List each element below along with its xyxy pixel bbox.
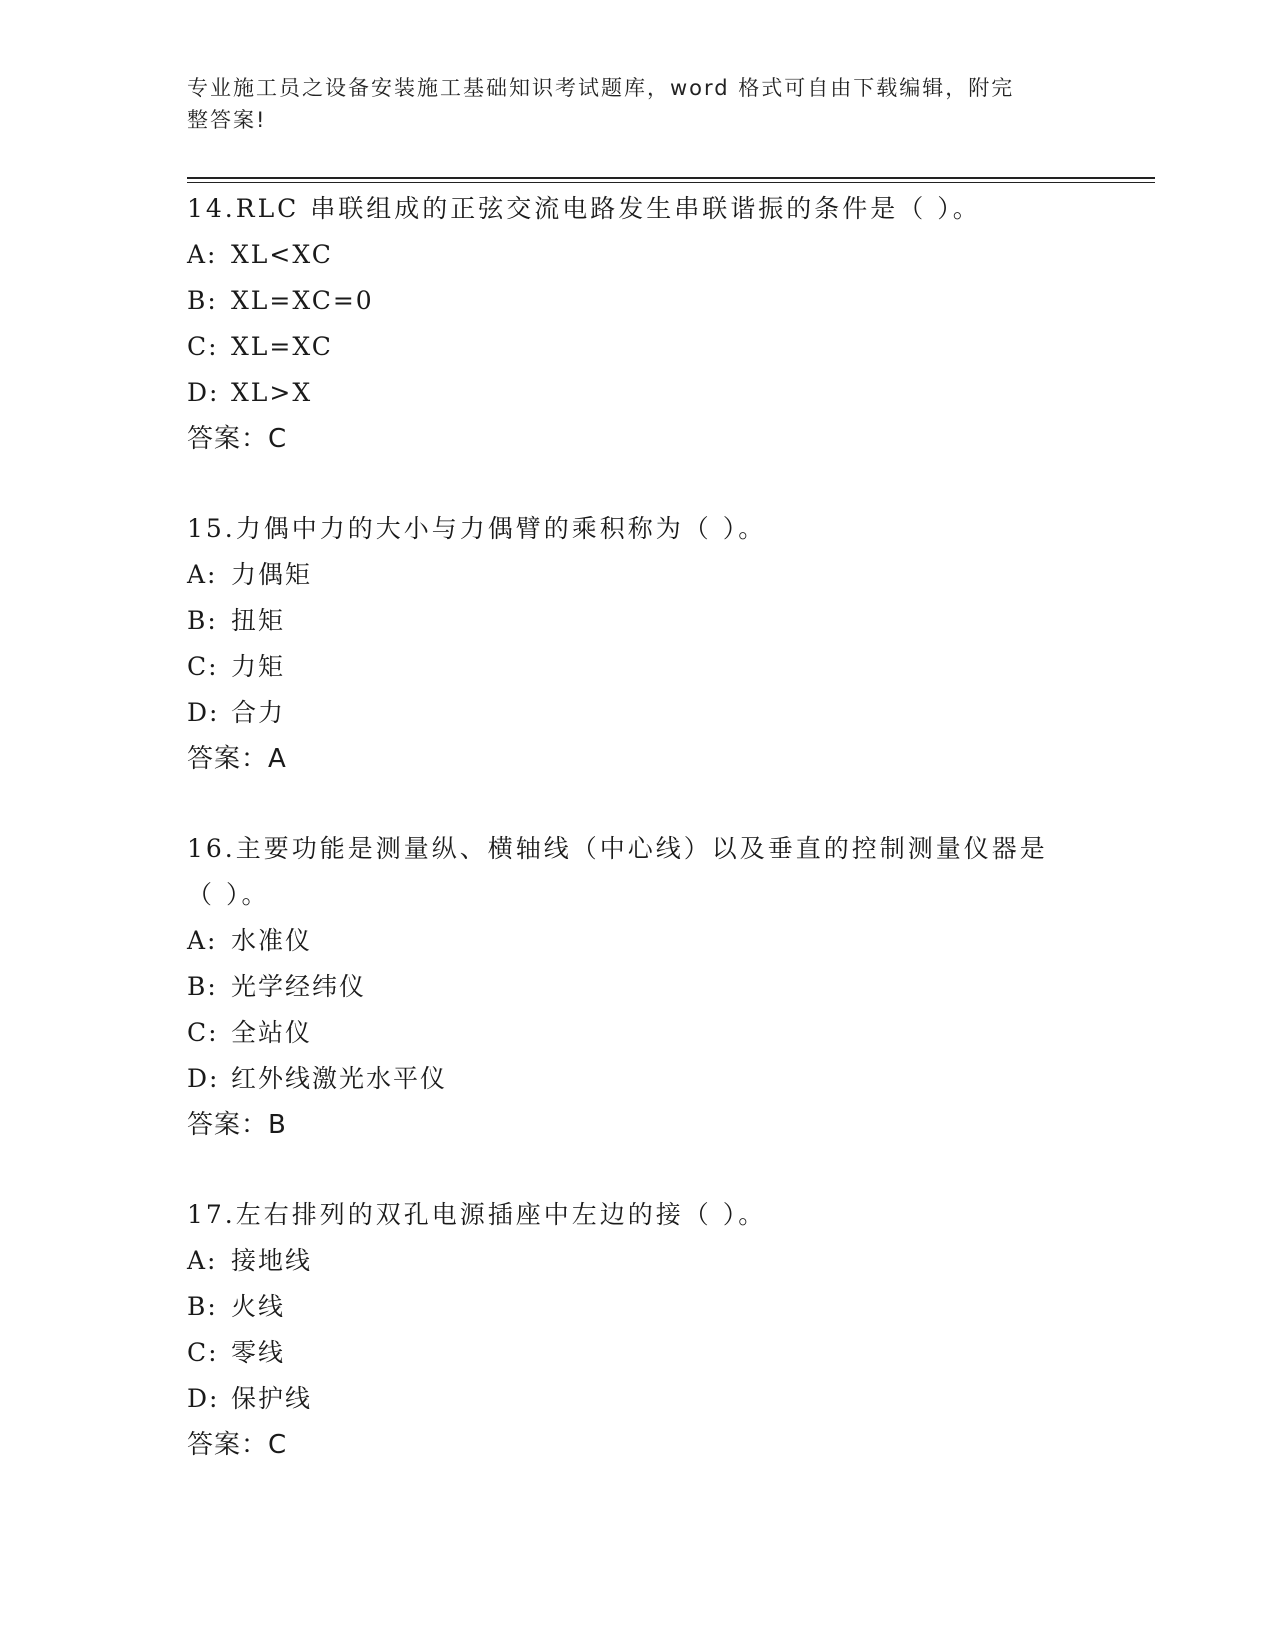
option-letter: C: (187, 1018, 219, 1047)
question-14 (187, 186, 1087, 462)
option-b (187, 598, 1087, 644)
header-line-1: 专业施工员之设备安装施工基础知识考试题库，word 格式可自由下载编辑，附完 (187, 76, 1015, 100)
option-letter: C: (187, 652, 219, 681)
option-b (187, 1284, 1087, 1330)
option-a (187, 232, 1087, 278)
question-title: 14.RLC 串联组成的正弦交流电路发生串联谐振的条件是（ ）。 (187, 194, 981, 223)
option-b (187, 964, 1087, 1010)
question-title: 16.主要功能是测量纵、横轴线（中心线）以及垂直的控制测量仪器是 (187, 834, 1048, 863)
option-letter: B: (187, 286, 218, 315)
option-letter: B: (187, 972, 218, 1001)
option-letter: B: (187, 1292, 218, 1321)
option-d (187, 1056, 1087, 1102)
question-title-continued: （ ）。 (187, 880, 270, 909)
option-letter: C: (187, 332, 219, 361)
option-text: 水准仪 (231, 926, 313, 955)
option-text: 力偶矩 (231, 560, 313, 589)
question-16 (187, 826, 1087, 1148)
answer: 答案：C (187, 1430, 288, 1460)
question-15 (187, 506, 1087, 782)
option-text: 红外线激光水平仪 (231, 1064, 448, 1093)
option-text: XL=XC=0 (231, 286, 374, 315)
option-letter: A: (187, 926, 218, 955)
option-text: 全站仪 (231, 1018, 313, 1047)
option-c (187, 644, 1087, 690)
option-text: XL<XC (231, 240, 333, 269)
option-c (187, 324, 1087, 370)
option-text: 扭矩 (231, 606, 286, 635)
option-letter: B: (187, 606, 218, 635)
option-letter: D: (187, 378, 220, 407)
document-header (187, 72, 1067, 136)
question-17 (187, 1192, 1087, 1468)
header-line-2: 整答案! (187, 108, 267, 132)
option-text: 零线 (231, 1338, 286, 1367)
option-text: 接地线 (231, 1246, 313, 1275)
answer: 答案：A (187, 744, 287, 774)
option-letter: D: (187, 1064, 220, 1093)
option-c (187, 1330, 1087, 1376)
option-a (187, 552, 1087, 598)
option-text: 保护线 (231, 1384, 313, 1413)
option-d (187, 690, 1087, 736)
option-text: 光学经纬仪 (231, 972, 367, 1001)
option-text: XL=XC (231, 332, 333, 361)
option-b (187, 278, 1087, 324)
header-divider-thick (187, 177, 1155, 179)
option-letter: D: (187, 1384, 220, 1413)
option-d (187, 1376, 1087, 1422)
question-title: 17.左右排列的双孔电源插座中左边的接（ ）。 (187, 1200, 767, 1229)
option-letter: C: (187, 1338, 219, 1367)
option-text: XL>X (231, 378, 313, 407)
option-letter: A: (187, 240, 218, 269)
option-d (187, 370, 1087, 416)
option-text: 力矩 (231, 652, 286, 681)
option-text: 火线 (231, 1292, 286, 1321)
option-text: 合力 (231, 698, 286, 727)
question-title: 15.力偶中力的大小与力偶臂的乘积称为（ ）。 (187, 514, 767, 543)
option-letter: D: (187, 698, 220, 727)
option-a (187, 1238, 1087, 1284)
option-a (187, 918, 1087, 964)
option-letter: A: (187, 1246, 218, 1275)
header-divider-thin (187, 182, 1155, 183)
option-c (187, 1010, 1087, 1056)
answer: 答案：C (187, 424, 288, 454)
answer: 答案：B (187, 1110, 287, 1140)
option-letter: A: (187, 560, 218, 589)
